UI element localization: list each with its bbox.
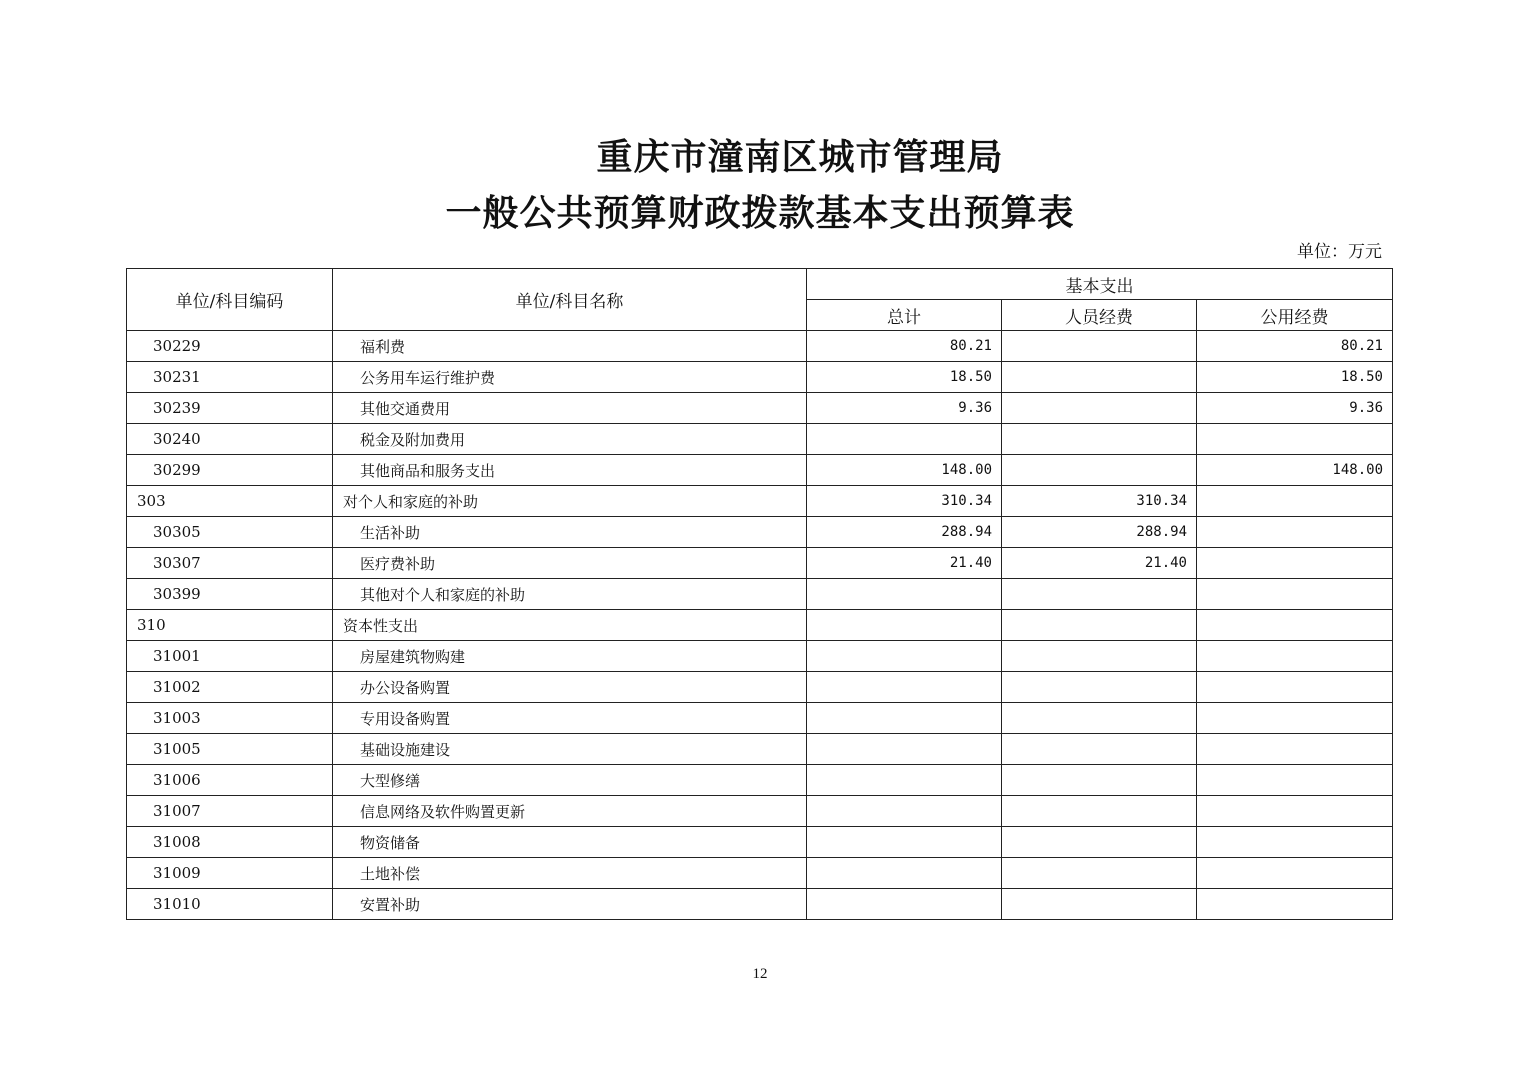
table-row <box>127 362 1393 393</box>
table-row <box>127 393 1393 424</box>
cell-name: 福利费 <box>333 331 807 362</box>
cell-personnel <box>1002 672 1197 703</box>
cell-name: 信息网络及软件购置更新 <box>333 796 807 827</box>
cell-personnel <box>1002 393 1197 424</box>
cell-personnel <box>1002 610 1197 641</box>
cell-total <box>807 765 1002 796</box>
document-title-line2: 一般公共预算财政拨款基本支出预算表 <box>445 192 1075 234</box>
cell-total <box>807 796 1002 827</box>
table-row <box>127 331 1393 362</box>
table-row <box>127 486 1393 517</box>
cell-code: 30305 <box>127 517 333 548</box>
cell-name: 生活补助 <box>333 517 807 548</box>
cell-public <box>1197 796 1393 827</box>
cell-total: 310.34 <box>807 486 1002 517</box>
cell-code: 30240 <box>127 424 333 455</box>
cell-code: 30399 <box>127 579 333 610</box>
table-row <box>127 610 1393 641</box>
cell-personnel <box>1002 858 1197 889</box>
cell-personnel <box>1002 424 1197 455</box>
header-code: 单位/科目编码 <box>127 269 333 331</box>
table-row <box>127 889 1393 920</box>
cell-name: 对个人和家庭的补助 <box>333 486 807 517</box>
cell-public: 18.50 <box>1197 362 1393 393</box>
cell-personnel <box>1002 765 1197 796</box>
cell-code: 31005 <box>127 734 333 765</box>
cell-public <box>1197 517 1393 548</box>
cell-total: 288.94 <box>807 517 1002 548</box>
cell-total <box>807 579 1002 610</box>
cell-public: 80.21 <box>1197 331 1393 362</box>
header-total: 总计 <box>807 300 1002 331</box>
cell-name: 专用设备购置 <box>333 703 807 734</box>
cell-public: 9.36 <box>1197 393 1393 424</box>
cell-personnel <box>1002 889 1197 920</box>
cell-public <box>1197 703 1393 734</box>
cell-code: 30231 <box>127 362 333 393</box>
table-row <box>127 858 1393 889</box>
cell-code: 31001 <box>127 641 333 672</box>
cell-public <box>1197 858 1393 889</box>
table-row <box>127 517 1393 548</box>
cell-public <box>1197 889 1393 920</box>
cell-name: 其他对个人和家庭的补助 <box>333 579 807 610</box>
cell-total <box>807 424 1002 455</box>
cell-total <box>807 703 1002 734</box>
cell-code: 30299 <box>127 455 333 486</box>
cell-personnel <box>1002 579 1197 610</box>
cell-name: 大型修缮 <box>333 765 807 796</box>
cell-total: 148.00 <box>807 455 1002 486</box>
cell-personnel <box>1002 331 1197 362</box>
cell-total <box>807 827 1002 858</box>
cell-total: 18.50 <box>807 362 1002 393</box>
cell-public <box>1197 765 1393 796</box>
header-name: 单位/科目名称 <box>333 269 807 331</box>
cell-code: 31010 <box>127 889 333 920</box>
cell-total <box>807 734 1002 765</box>
cell-total <box>807 889 1002 920</box>
cell-total <box>807 672 1002 703</box>
cell-total <box>807 610 1002 641</box>
cell-total: 80.21 <box>807 331 1002 362</box>
cell-name: 医疗费补助 <box>333 548 807 579</box>
table-body <box>127 331 1393 920</box>
cell-code: 31009 <box>127 858 333 889</box>
cell-personnel <box>1002 362 1197 393</box>
cell-code: 303 <box>127 486 333 517</box>
cell-personnel: 288.94 <box>1002 517 1197 548</box>
cell-total <box>807 641 1002 672</box>
cell-code: 31007 <box>127 796 333 827</box>
cell-name: 土地补偿 <box>333 858 807 889</box>
cell-code: 30307 <box>127 548 333 579</box>
header-personnel: 人员经费 <box>1002 300 1197 331</box>
table-row <box>127 703 1393 734</box>
unit-label: 单位：万元 <box>1297 242 1382 262</box>
cell-total <box>807 858 1002 889</box>
cell-public <box>1197 424 1393 455</box>
cell-name: 办公设备购置 <box>333 672 807 703</box>
budget-table <box>126 268 1393 920</box>
cell-public: 148.00 <box>1197 455 1393 486</box>
table-row <box>127 424 1393 455</box>
table-header <box>127 269 1393 331</box>
cell-code: 30239 <box>127 393 333 424</box>
cell-name: 其他交通费用 <box>333 393 807 424</box>
cell-name: 安置补助 <box>333 889 807 920</box>
cell-code: 30229 <box>127 331 333 362</box>
document-title-line1: 重庆市潼南区城市管理局 <box>596 136 1004 178</box>
cell-personnel <box>1002 455 1197 486</box>
table-row <box>127 765 1393 796</box>
cell-personnel <box>1002 796 1197 827</box>
cell-code: 31002 <box>127 672 333 703</box>
cell-personnel <box>1002 734 1197 765</box>
cell-personnel: 21.40 <box>1002 548 1197 579</box>
table-row <box>127 641 1393 672</box>
cell-public <box>1197 827 1393 858</box>
cell-personnel <box>1002 827 1197 858</box>
cell-public <box>1197 486 1393 517</box>
cell-name: 物资储备 <box>333 827 807 858</box>
cell-personnel <box>1002 641 1197 672</box>
cell-name: 其他商品和服务支出 <box>333 455 807 486</box>
cell-personnel <box>1002 703 1197 734</box>
cell-personnel: 310.34 <box>1002 486 1197 517</box>
cell-public <box>1197 672 1393 703</box>
cell-total: 21.40 <box>807 548 1002 579</box>
header-basic-expenditure: 基本支出 <box>807 269 1393 300</box>
page-number: 12 <box>752 966 768 982</box>
cell-public <box>1197 734 1393 765</box>
cell-code: 31008 <box>127 827 333 858</box>
cell-name: 房屋建筑物购建 <box>333 641 807 672</box>
header-public: 公用经费 <box>1197 300 1393 331</box>
table-row <box>127 796 1393 827</box>
cell-name: 基础设施建设 <box>333 734 807 765</box>
cell-code: 31006 <box>127 765 333 796</box>
cell-name: 资本性支出 <box>333 610 807 641</box>
table-row <box>127 672 1393 703</box>
cell-total: 9.36 <box>807 393 1002 424</box>
cell-code: 310 <box>127 610 333 641</box>
cell-name: 税金及附加费用 <box>333 424 807 455</box>
cell-public <box>1197 579 1393 610</box>
table-row <box>127 579 1393 610</box>
table-row <box>127 827 1393 858</box>
table-row <box>127 734 1393 765</box>
cell-name: 公务用车运行维护费 <box>333 362 807 393</box>
cell-public <box>1197 641 1393 672</box>
table-row <box>127 455 1393 486</box>
cell-public <box>1197 610 1393 641</box>
cell-public <box>1197 548 1393 579</box>
table-row <box>127 548 1393 579</box>
cell-code: 31003 <box>127 703 333 734</box>
